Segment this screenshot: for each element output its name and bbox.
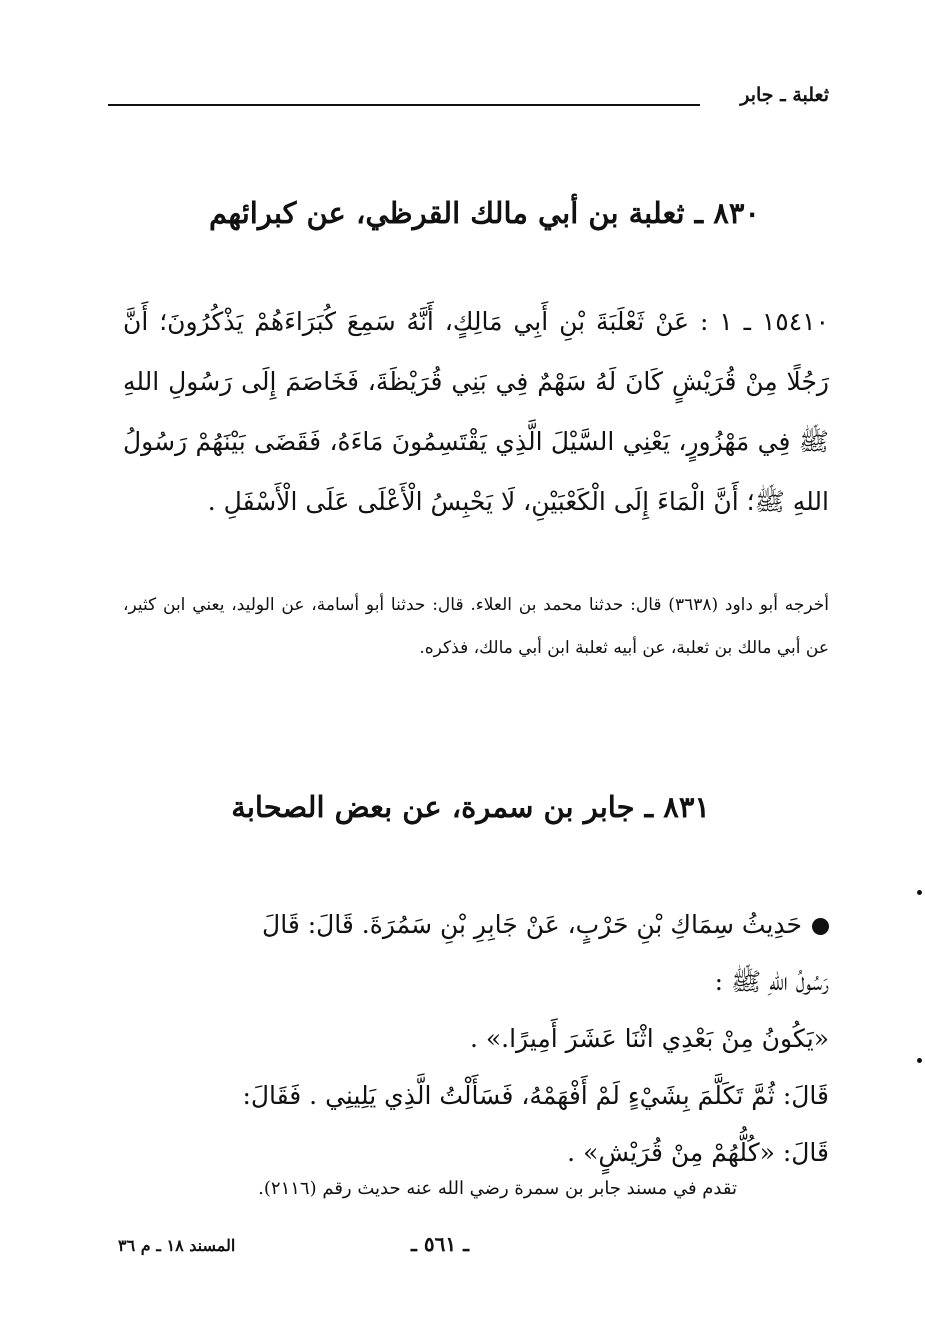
margin-dot-mark: [917, 1058, 922, 1063]
volume-reference: المسند ١٨ ـ م ٣٦: [118, 1236, 236, 1255]
page-number: ـ ٥٦١ ـ: [411, 1232, 469, 1256]
hadith-line: رَسُولُ اللهِ ﷺ :: [714, 967, 829, 996]
hadith-jabir: [123, 896, 829, 1181]
hadith-line-text: حَدِيثُ سِمَاكِ بْنِ حَرْبٍ، عَنْ جَابِرِ بْنِ سَمُرَةَ. قَالَ: قَالَ: [262, 910, 802, 939]
section-title-831: ٨٣١ ـ جابر بن سمرة، عن بعض الصحابة: [231, 790, 710, 824]
hadith-line: «يَكُونُ مِنْ بَعْدِي اثْنَا عَشَرَ أَمِيرًا.» .: [469, 1024, 829, 1053]
hadith-15410: ١٥٤١٠ ـ ١ : عَنْ ثَعْلَبَةَ بْنِ أَبِي مَالِكٍ، أَنَّهُ سَمِعَ كُبَرَاءَهُمْ يَذْكُرُونَ؛ أَنَّ رَجُلًا مِنْ قُرَيْشٍ كَانَ لَهُ سَهْمٌ فِي بَنِي قُرَيْظَةَ، فَخَاصَمَ إِلَى رَسُولِ اللهِ ﷺ فِي مَهْزُورٍ، يَعْنِي السَّيْلَ الَّذِي يَقْتَسِمُونَ مَاءَهُ، فَقَضَى بَيْنَهُمْ رَسُولُ اللهِ ﷺ؛ أَنَّ الْمَاءَ إِلَى الْكَعْبَيْنِ، لَا يَحْبِسُ الْأَعْلَى عَلَى الْأَسْفَلِ .: [123, 307, 830, 516]
running-head: ثعلبة ـ جابر: [740, 84, 829, 106]
takhrij-note-15410: أخرجه أبو داود (٣٦٣٨) قال: حدثنا محمد بن العلاء. قال: حدثنا أبو أسامة، عن الوليد، يعني ابن كثير، عن أبي مالك بن ثعلبة، عن أبيه ثعلبة ابن أبي مالك، فذكره.: [123, 595, 830, 658]
bullet-icon: [812, 918, 829, 935]
section-title-830: ٨٣٠ ـ ثعلبة بن أبي مالك القرظي، عن كبرائهم: [209, 196, 760, 230]
hadith-line: [123, 896, 829, 953]
hadith-line: قَالَ: ثُمَّ تَكَلَّمَ بِشَيْءٍ لَمْ أَفْهَمْهُ، فَسَأَلْتُ الَّذِي يَلِينِي . فَقَالَ:: [242, 1081, 829, 1110]
header-rule: [108, 104, 700, 106]
margin-dot-mark: [917, 890, 922, 895]
cross-reference-note: تقدم في مسند جابر بن سمرة رضي الله عنه حديث رقم (٢١١٦).: [258, 1178, 737, 1199]
hadith-line: قَالَ: «كُلُّهُمْ مِنْ قُرَيْشٍ» .: [567, 1138, 829, 1167]
